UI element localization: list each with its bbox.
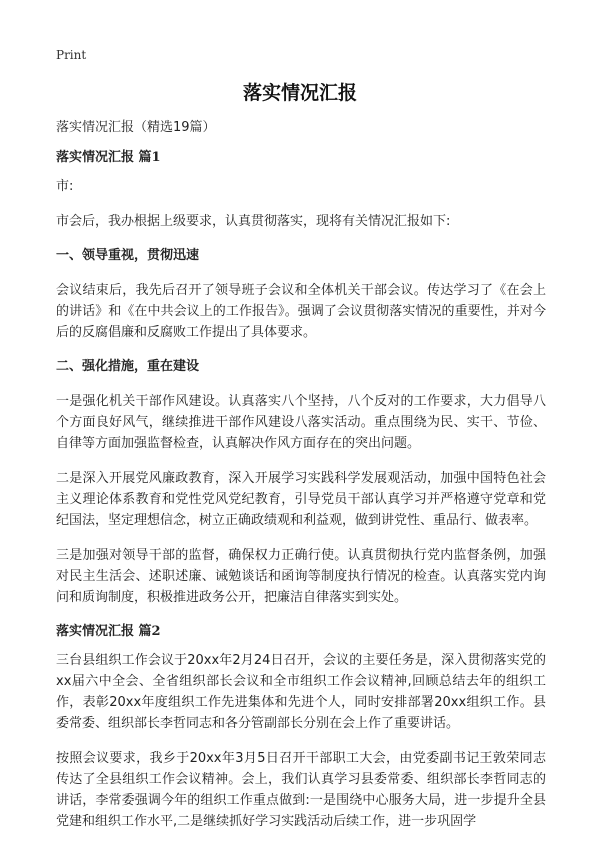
article-title: 落实情况汇报 篇1 — [56, 150, 161, 165]
section-heading: 二、强化措施，重在建设 — [56, 359, 200, 374]
paragraph: 一是强化机关干部作风建设。认真落实八个坚持，八个反对的工作要求，大力倡导八个方面良好风气，继续推进干部作风建设八落实活动。重点围绕为民、实干、节俭、自律等方面加强监督检查，认真解决作风方面存在的突出问题。 — [56, 394, 546, 451]
paragraph: 会议结束后，我先后召开了领导班子会议和全体机关干部会议。传达学习了《在会上的讲话》和《在中共会议上的工作报告》。强调了会议贯彻落实情况的重要性，并对今后的反腐倡廉和反腐败工作提出了具体要求。 — [56, 283, 546, 340]
document-subtitle: 落实情况汇报（精选19篇） — [56, 120, 216, 135]
section-heading: 一、领导重视，贯彻迅速 — [56, 248, 200, 263]
paragraph: 二是深入开展党风廉政教育，深入开展学习实践科学发展观活动，加强中国特色社会主义理论体系教育和党性党风党纪教育，引导党员干部认真学习并严格遵守党章和党纪国法，坚定理想信念，树立正确政绩观和利益观，做到讲党性、重品行、做表率。 — [56, 471, 546, 528]
intro-paragraph: 市会后，我办根据上级要求，认真贯彻落实，现将有关情况汇报如下: — [56, 214, 451, 229]
paragraph: 三台县组织工作会议于20xx年2月24日召开，会议的主要任务是，深入贯彻落实党的xx届六中全会、全省组织部长会议和全市组织工作会议精神,回顾总结去年的组织工作，表彰20xx年度组织工作先进集体和先进个人，同时安排部署20xx组织工作。县委常委、组织部长李哲同志和各分管副部长分别在会上作了重要讲话。 — [56, 653, 546, 731]
salutation: 市: — [56, 179, 74, 194]
page-title: 落实情况汇报 — [242, 82, 357, 104]
paragraph: 三是加强对领导干部的监督，确保权力正确行使。认真贯彻执行党内监督条例，加强对民主生活会、述职述廉、诫勉谈话和函询等制度执行情况的检查。认真落实党内询问和质询制度，积极推进政务公开，把廉洁自律落实到实处。 — [56, 548, 546, 605]
paragraph: 按照会议要求，我乡于20xx年3月5日召开干部职工大会，由党委副书记王敦荣同志传达了全县组织工作会议精神。会上，我们认真学习县委常委、组织部长李哲同志的讲话，李常委强调今年的组织工作重点做到:一是围绕中心服务大局，进一步提升全县党建和组织工作水平,二是继续抓好学习实践活动后续工作，进一步巩固学 — [56, 751, 546, 829]
document-body — [56, 118, 546, 846]
print-link[interactable]: Print — [56, 48, 87, 62]
article-title: 落实情况汇报 篇2 — [56, 624, 161, 639]
